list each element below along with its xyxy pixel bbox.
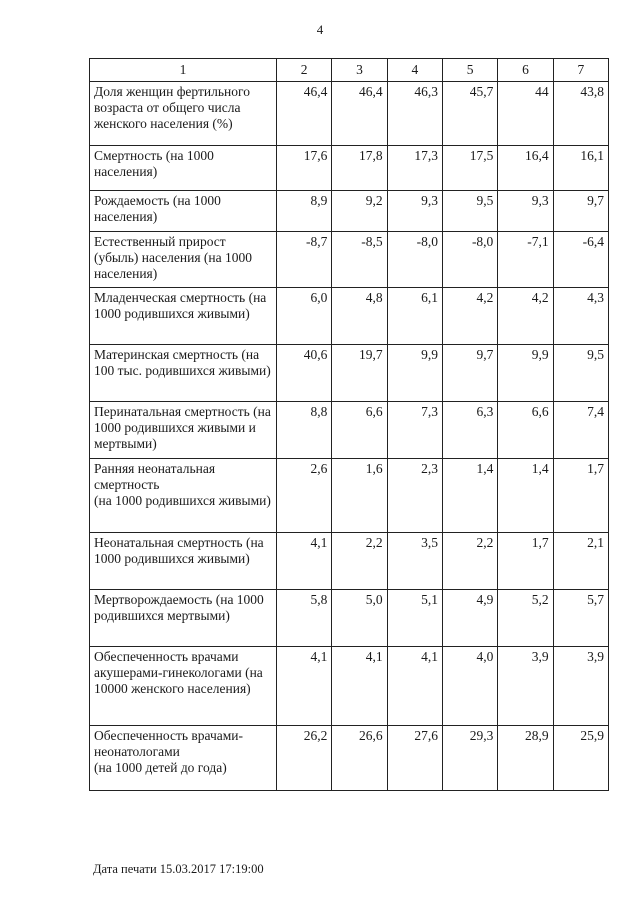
column-header: 2 bbox=[277, 59, 332, 82]
table-cell: 4,8 bbox=[332, 288, 387, 345]
table-cell: 4,1 bbox=[332, 647, 387, 726]
table-cell: 43,8 bbox=[553, 82, 608, 146]
table-cell: 17,3 bbox=[387, 146, 442, 191]
table-cell: 6,6 bbox=[498, 402, 553, 459]
table-cell: 4,0 bbox=[442, 647, 497, 726]
table-cell: 4,1 bbox=[277, 533, 332, 590]
table-header-row bbox=[90, 59, 609, 82]
table-cell: 5,7 bbox=[553, 590, 608, 647]
column-header: 6 bbox=[498, 59, 553, 82]
table-cell: 9,2 bbox=[332, 191, 387, 232]
column-header: 5 bbox=[442, 59, 497, 82]
table-cell: 44 bbox=[498, 82, 553, 146]
table-cell: 16,1 bbox=[553, 146, 608, 191]
table-cell: 6,3 bbox=[442, 402, 497, 459]
row-label: Обеспеченность врачами-неонатологами (на 1000 детей до года) bbox=[90, 726, 277, 791]
table-cell: 9,3 bbox=[387, 191, 442, 232]
table-cell: 2,2 bbox=[442, 533, 497, 590]
table-cell: 17,6 bbox=[277, 146, 332, 191]
table-row bbox=[90, 590, 609, 647]
table-cell: 9,9 bbox=[387, 345, 442, 402]
table-cell: 8,9 bbox=[277, 191, 332, 232]
table-cell: 1,4 bbox=[442, 459, 497, 533]
table-row bbox=[90, 82, 609, 146]
table-cell: 3,5 bbox=[387, 533, 442, 590]
table-cell: -8,7 bbox=[277, 232, 332, 288]
statistics-table bbox=[89, 58, 609, 791]
table-cell: 6,6 bbox=[332, 402, 387, 459]
table-cell: 4,3 bbox=[553, 288, 608, 345]
table-row bbox=[90, 191, 609, 232]
table-cell: 40,6 bbox=[277, 345, 332, 402]
table-cell: 16,4 bbox=[498, 146, 553, 191]
table-cell: 1,7 bbox=[553, 459, 608, 533]
table-cell: 26,2 bbox=[277, 726, 332, 791]
row-label: Доля женщин фертильного возраста от общего числа женского населения (%) bbox=[90, 82, 277, 146]
table-row bbox=[90, 402, 609, 459]
table-cell: 5,2 bbox=[498, 590, 553, 647]
row-label: Ранняя неонатальная смертность (на 1000 родившихся живыми) bbox=[90, 459, 277, 533]
table-cell: 2,6 bbox=[277, 459, 332, 533]
table-cell: 4,9 bbox=[442, 590, 497, 647]
table-cell: 46,3 bbox=[387, 82, 442, 146]
table-cell: 26,6 bbox=[332, 726, 387, 791]
table-cell: 17,8 bbox=[332, 146, 387, 191]
table-cell: 1,6 bbox=[332, 459, 387, 533]
table-cell: -8,0 bbox=[387, 232, 442, 288]
table-cell: -8,0 bbox=[442, 232, 497, 288]
row-label: Мертворождаемость (на 1000 родившихся мертвыми) bbox=[90, 590, 277, 647]
table-cell: 46,4 bbox=[332, 82, 387, 146]
row-label: Перинатальная смертность (на 1000 родившихся живыми и мертвыми) bbox=[90, 402, 277, 459]
row-label: Рождаемость (на 1000 населения) bbox=[90, 191, 277, 232]
table-cell: 4,2 bbox=[442, 288, 497, 345]
table-cell: 2,1 bbox=[553, 533, 608, 590]
column-header: 7 bbox=[553, 59, 608, 82]
table-cell: 9,9 bbox=[498, 345, 553, 402]
row-label: Естественный прирост (убыль) населения (на 1000 населения) bbox=[90, 232, 277, 288]
table-row bbox=[90, 146, 609, 191]
table-cell: 9,5 bbox=[553, 345, 608, 402]
table-cell: 5,8 bbox=[277, 590, 332, 647]
table-row bbox=[90, 345, 609, 402]
table-cell: 9,3 bbox=[498, 191, 553, 232]
table-cell: 46,4 bbox=[277, 82, 332, 146]
table-cell: 2,2 bbox=[332, 533, 387, 590]
column-header: 4 bbox=[387, 59, 442, 82]
table-cell: 25,9 bbox=[553, 726, 608, 791]
table-cell: 3,9 bbox=[553, 647, 608, 726]
table-row bbox=[90, 232, 609, 288]
table-cell: 19,7 bbox=[332, 345, 387, 402]
table-cell: 2,3 bbox=[387, 459, 442, 533]
table-cell: 4,2 bbox=[498, 288, 553, 345]
table-cell: 6,0 bbox=[277, 288, 332, 345]
table-cell: 5,1 bbox=[387, 590, 442, 647]
table-cell: 8,8 bbox=[277, 402, 332, 459]
table-cell: 9,5 bbox=[442, 191, 497, 232]
table-cell: 45,7 bbox=[442, 82, 497, 146]
row-label: Материнская смертность (на 100 тыс. родившихся живыми) bbox=[90, 345, 277, 402]
table-cell: 5,0 bbox=[332, 590, 387, 647]
column-header: 3 bbox=[332, 59, 387, 82]
table-row bbox=[90, 726, 609, 791]
print-date-footer: Дата печати 15.03.2017 17:19:00 bbox=[93, 862, 264, 876]
row-label: Младенческая смертность (на 1000 родившихся живыми) bbox=[90, 288, 277, 345]
table-cell: 28,9 bbox=[498, 726, 553, 791]
table-cell: 17,5 bbox=[442, 146, 497, 191]
table-cell: 1,4 bbox=[498, 459, 553, 533]
row-label: Неонатальная смертность (на 1000 родившихся живыми) bbox=[90, 533, 277, 590]
table-cell: 29,3 bbox=[442, 726, 497, 791]
table-cell: 4,1 bbox=[277, 647, 332, 726]
table-cell: 7,3 bbox=[387, 402, 442, 459]
table-row bbox=[90, 647, 609, 726]
table-cell: -8,5 bbox=[332, 232, 387, 288]
row-label: Смертность (на 1000 населения) bbox=[90, 146, 277, 191]
column-header: 1 bbox=[90, 59, 277, 82]
table-cell: 1,7 bbox=[498, 533, 553, 590]
table-cell: 9,7 bbox=[442, 345, 497, 402]
table-cell: 7,4 bbox=[553, 402, 608, 459]
table-cell: 6,1 bbox=[387, 288, 442, 345]
table-row bbox=[90, 533, 609, 590]
table-cell: 4,1 bbox=[387, 647, 442, 726]
table-row bbox=[90, 288, 609, 345]
table-cell: 3,9 bbox=[498, 647, 553, 726]
table-row bbox=[90, 459, 609, 533]
table-cell: 9,7 bbox=[553, 191, 608, 232]
table-cell: -7,1 bbox=[498, 232, 553, 288]
table-cell: -6,4 bbox=[553, 232, 608, 288]
table-cell: 27,6 bbox=[387, 726, 442, 791]
page-number: 4 bbox=[316, 22, 324, 37]
row-label: Обеспеченность врачами акушерами-гинекологами (на 10000 женского населения) bbox=[90, 647, 277, 726]
